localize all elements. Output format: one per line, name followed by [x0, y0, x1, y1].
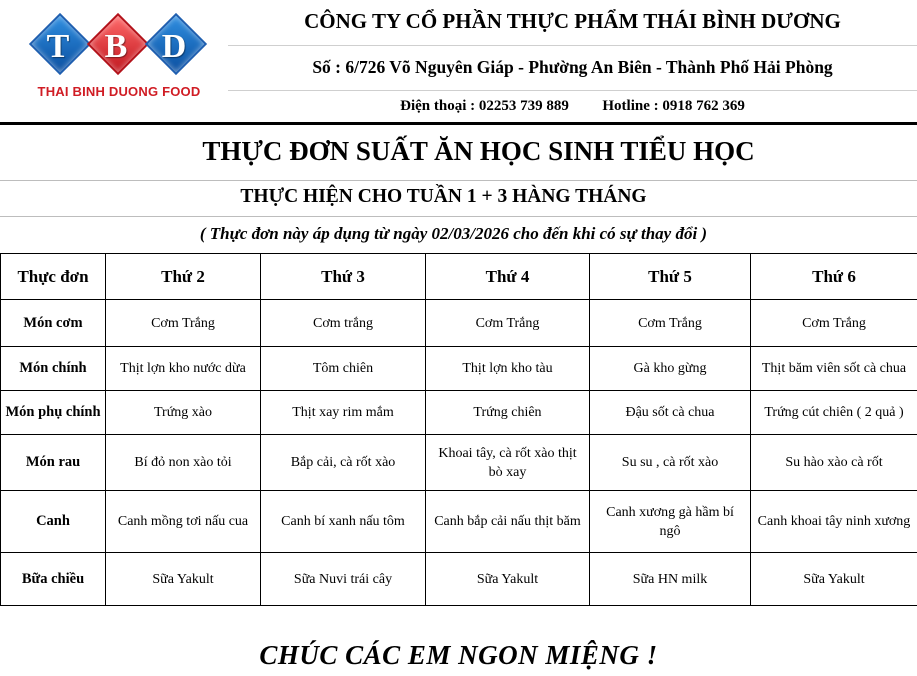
menu-cell: Bắp cải, cà rốt xào — [261, 435, 426, 491]
logo-subtitle: THAI BINH DUONG FOOD — [37, 84, 201, 99]
menu-cell: Trứng chiên — [426, 391, 590, 435]
closing-message: CHÚC CÁC EM NGON MIỆNG ! — [259, 640, 658, 670]
header-rule — [0, 122, 917, 125]
menu-cell: Thịt lợn kho nước dừa — [106, 347, 261, 391]
menu-cell: Tôm chiên — [261, 347, 426, 391]
menu-cell: Bí đỏ non xào tỏi — [106, 435, 261, 491]
menu-cell: Trứng cút chiên ( 2 quả ) — [751, 391, 917, 435]
menu-cell: Sữa Yakult — [426, 553, 590, 606]
menu-cell: Cơm trắng — [261, 300, 426, 347]
table-row — [1, 435, 917, 491]
menu-cell: Su su , cà rốt xào — [590, 435, 751, 491]
company-contact — [228, 98, 917, 115]
menu-cell: Trứng xào — [106, 391, 261, 435]
menu-cell: Cơm Trắng — [106, 300, 261, 347]
menu-cell: Thịt lợn kho tàu — [426, 347, 590, 391]
menu-cell: Canh bí xanh nấu tôm — [261, 491, 426, 553]
row-label: Món phụ chính — [1, 391, 106, 435]
header-divider — [228, 45, 917, 46]
table-row — [1, 391, 917, 435]
table-header-row — [1, 254, 917, 300]
column-header: Thứ 6 — [751, 254, 917, 300]
title-divider — [0, 180, 917, 181]
row-label: Bữa chiều — [1, 553, 106, 606]
company-name: CÔNG TY CỔ PHẦN THỰC PHẨM THÁI BÌNH DƯƠNG — [304, 9, 841, 33]
menu-cell: Cơm Trắng — [426, 300, 590, 347]
row-label: Món chính — [1, 347, 106, 391]
row-label: Món rau — [1, 435, 106, 491]
row-label: Món cơm — [1, 300, 106, 347]
menu-table — [0, 253, 917, 606]
menu-cell: Canh mồng tơi nấu cua — [106, 491, 261, 553]
menu-cell: Su hào xào cà rốt — [751, 435, 917, 491]
menu-cell: Sữa HN milk — [590, 553, 751, 606]
company-logo — [22, 20, 212, 102]
menu-cell: Thịt băm viên sốt cà chua — [751, 347, 917, 391]
table-row — [1, 491, 917, 553]
column-header: Thứ 3 — [261, 254, 426, 300]
logo-letter-d: D — [161, 28, 187, 65]
menu-cell: Thịt xay rim mắm — [261, 391, 426, 435]
title-divider — [0, 216, 917, 217]
table-row — [1, 347, 917, 391]
menu-cell: Canh bắp cải nấu thịt băm — [426, 491, 590, 553]
menu-cell: Cơm Trắng — [751, 300, 917, 347]
header-divider — [228, 90, 917, 91]
menu-cell: Đậu sốt cà chua — [590, 391, 751, 435]
menu-cell: Sữa Yakult — [751, 553, 917, 606]
table-row — [1, 553, 917, 606]
menu-title: THỰC ĐƠN SUẤT ĂN HỌC SINH TIỂU HỌC — [202, 136, 755, 166]
menu-subtitle: THỰC HIỆN CHO TUẦN 1 + 3 HÀNG THÁNG — [240, 186, 647, 207]
menu-cell: Canh khoai tây ninh xương — [751, 491, 917, 553]
logo-letter-b: B — [104, 28, 128, 65]
phone-number: Điện thoại : 02253 739 889 — [400, 98, 569, 114]
column-header: Thứ 2 — [106, 254, 261, 300]
company-address: Số : 6/726 Võ Nguyên Giáp - Phường An Biên - Thành Phố Hải Phòng — [312, 57, 833, 77]
row-label: Canh — [1, 491, 106, 553]
hotline-number: Hotline : 0918 762 369 — [602, 98, 745, 114]
menu-cell: Cơm Trắng — [590, 300, 751, 347]
column-header: Thứ 5 — [590, 254, 751, 300]
menu-cell: Gà kho gừng — [590, 347, 751, 391]
column-header: Thứ 4 — [426, 254, 590, 300]
menu-cell: Sữa Yakult — [106, 553, 261, 606]
menu-validity-note: ( Thực đơn này áp dụng từ ngày 02/03/2026 cho đến khi có sự thay đổi ) — [199, 224, 708, 243]
menu-cell: Sữa Nuvi trái cây — [261, 553, 426, 606]
menu-cell: Canh xương gà hầm bí ngô — [590, 491, 751, 553]
logo-letter-t: T — [46, 28, 70, 65]
menu-cell: Khoai tây, cà rốt xào thịt bò xay — [426, 435, 590, 491]
column-header: Thực đơn — [1, 254, 106, 300]
logo-mark — [22, 20, 212, 82]
table-row — [1, 300, 917, 347]
